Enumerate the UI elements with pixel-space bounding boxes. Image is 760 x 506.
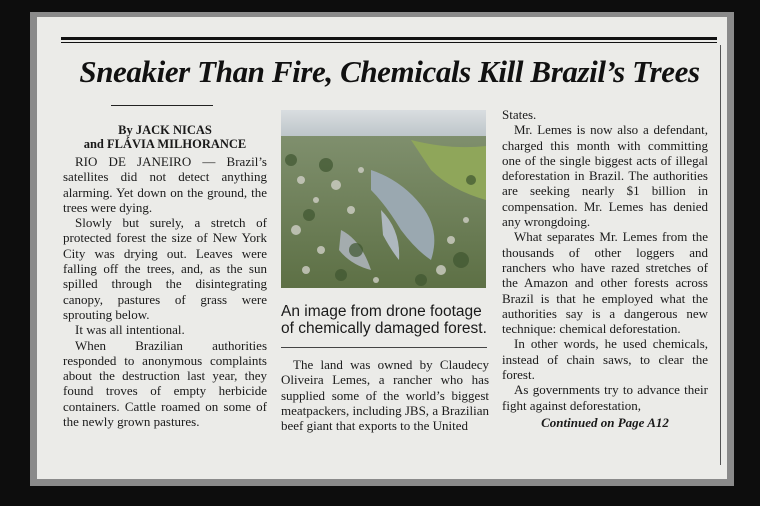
newspaper-clipping [37, 17, 727, 479]
headline: Sneakier Than Fire, Chemicals Kill Brazil’s Trees [79, 54, 700, 89]
byline-author-2: and FLÁVIA MILHORANCE [83, 137, 247, 151]
paragraph: The land was owned by Claudecy Oliveira Lemes, a rancher who has supplied some of the world’s biggest meatpackers, including JBS, a Brazilian beef giant that exports to the United [281, 357, 489, 434]
forest-photo [281, 110, 486, 288]
photo-caption: An image from drone footage of chemically damaged forest. [281, 303, 487, 337]
top-rule [61, 37, 717, 40]
paragraph: What separates Mr. Lemes from the thousands of other loggers and ranchers who have razed stretches of the Amazon and other forests across Brazil is that he employed what the authorities say is a dangerous new technique: chemical deforestation. [502, 229, 708, 337]
paragraph: It was all intentional. [75, 322, 185, 338]
caption-rule [281, 347, 487, 348]
paragraph-continued: States. [502, 107, 537, 122]
column-rule [720, 45, 721, 465]
paragraph: When Brazilian authorities responded to anonymous complaints about the destruction last year, they found troves of empty herbicide containers. Cattle roamed on some of the newly grown pastures. [63, 337, 267, 430]
byline-rule [111, 105, 213, 106]
continued-on-link: Continued on Page A12 [541, 414, 669, 430]
column-3 [502, 107, 708, 430]
byline [63, 123, 267, 151]
paragraph: In other words, he used chemicals, instead of chain saws, to clear the forest. [502, 336, 708, 383]
paragraph: Mr. Lemes is now also a defendant, charged this month with committing one of the single biggest acts of illegal deforestation in Brazil. The authorities are seeking nearly $1 billion in compensation. Mr. Lemes has denied any wrongdoing. [502, 122, 708, 230]
top-rule-thin [61, 42, 717, 43]
paragraph: Slowly but surely, a stretch of protected forest the size of New York City was drying out. Leaves were falling off the trees, and, as the sun spilled through the disintegrating canopy, pastures of grass were sprouting below. [63, 215, 267, 322]
byline-author-1: By JACK NICAS [118, 123, 212, 137]
paragraph: RIO DE JANEIRO — Brazil’s satellites did not detect anything alarming. Yet down on the ground, the trees were dying. [63, 154, 267, 215]
column-1 [63, 123, 267, 429]
column-2 [281, 357, 489, 433]
paragraph: As governments try to advance their fight against deforestation, [502, 382, 708, 413]
